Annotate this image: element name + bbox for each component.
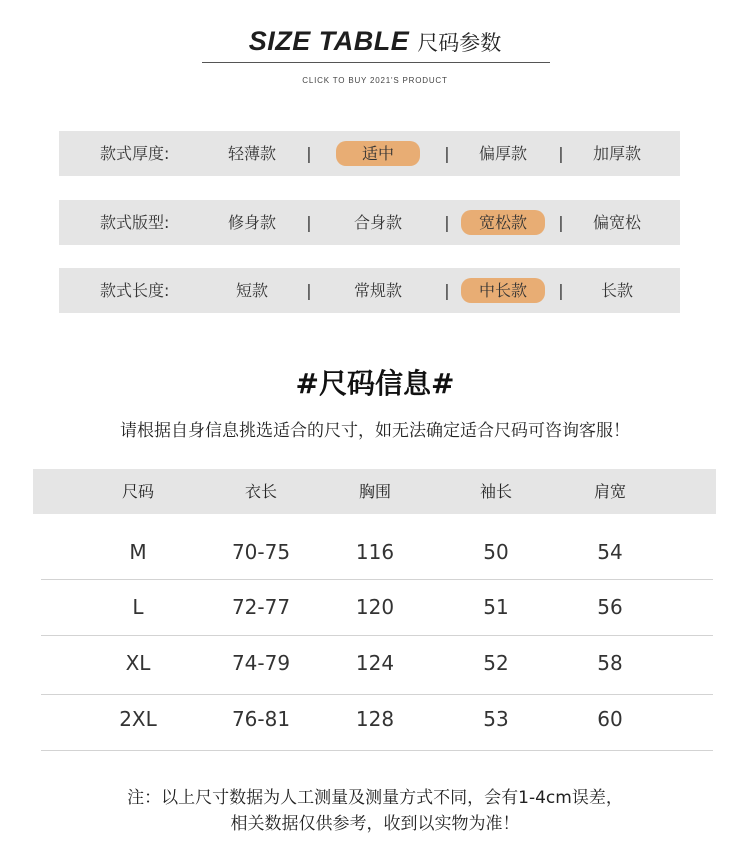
table-row-divider	[41, 635, 713, 636]
attribute-option[interactable]	[209, 200, 295, 245]
attribute-option-selected[interactable]	[460, 268, 546, 313]
table-header-cell: 尺码	[121, 482, 154, 501]
attribute-label: 款式长度:	[100, 281, 170, 300]
table-cell: 50	[483, 540, 509, 564]
attribute-option-label: 合身款	[353, 213, 402, 232]
attribute-option-label: 偏厚款	[478, 144, 527, 163]
attribute-label: 款式版型:	[100, 213, 170, 232]
attribute-row	[59, 200, 680, 245]
attribute-row	[59, 131, 680, 176]
attribute-option[interactable]	[574, 131, 660, 176]
title-divider	[202, 62, 550, 63]
attribute-option-label: 中长款	[478, 281, 527, 300]
size-info-description: 请根据自身信息挑选适合的尺寸，如无法确定适合尺码可咨询客服！	[120, 421, 630, 441]
option-separator: |	[444, 213, 450, 232]
table-cell: 70-75	[231, 540, 291, 564]
table-cell: M	[129, 540, 147, 564]
attribute-label: 款式厚度:	[100, 144, 170, 163]
attribute-option-label: 轻薄款	[227, 144, 276, 163]
table-cell: 51	[483, 595, 509, 619]
table-cell: 76-81	[231, 707, 291, 731]
size-table-title	[0, 26, 750, 57]
title-en: SIZE TABLE	[248, 26, 410, 56]
attribute-option[interactable]	[335, 268, 421, 313]
attribute-option-label: 修身款	[227, 213, 276, 232]
table-header-cell: 胸围	[358, 482, 391, 501]
table-cell: 124	[355, 651, 395, 675]
attribute-option-label: 偏宽松	[592, 213, 641, 232]
attribute-option-selected[interactable]	[335, 131, 421, 176]
table-cell: 72-77	[231, 595, 291, 619]
table-cell: L	[132, 595, 144, 619]
measurement-note-line1: 注：以上尺寸数据为人工测量及测量方式不同，会有1-4cm误差，	[127, 788, 623, 808]
attribute-option-label: 短款	[235, 281, 268, 300]
table-cell: 53	[483, 707, 509, 731]
option-separator: |	[558, 144, 564, 163]
table-header-cell: 肩宽	[593, 482, 626, 501]
table-cell: 116	[355, 540, 395, 564]
table-row-divider	[41, 750, 713, 751]
attribute-option-label: 常规款	[353, 281, 402, 300]
option-separator: |	[306, 281, 312, 300]
attribute-option[interactable]	[335, 200, 421, 245]
attribute-row	[59, 268, 680, 313]
table-cell: 56	[597, 595, 623, 619]
option-separator: |	[444, 144, 450, 163]
table-cell: 58	[597, 651, 623, 675]
size-info-title: #尺码信息#	[295, 367, 455, 400]
size-table-header	[33, 469, 716, 514]
table-cell: 128	[355, 707, 395, 731]
attribute-option-label: 加厚款	[592, 144, 641, 163]
table-cell: 52	[483, 651, 509, 675]
attribute-option[interactable]	[460, 131, 546, 176]
table-row-divider	[41, 694, 713, 695]
attribute-option[interactable]	[209, 131, 295, 176]
table-header-cell: 袖长	[479, 482, 512, 501]
measurement-note-line2: 相关数据仅供参考，收到以实物为准！	[230, 814, 520, 834]
option-separator: |	[306, 213, 312, 232]
table-cell: 60	[597, 707, 623, 731]
option-separator: |	[558, 213, 564, 232]
attribute-option-label: 适中	[361, 144, 394, 163]
option-separator: |	[306, 144, 312, 163]
attribute-option-label: 宽松款	[478, 213, 527, 232]
table-cell: 2XL	[119, 707, 157, 731]
buy-subtitle[interactable]: CLICK TO BUY 2021'S PRODUCT	[302, 76, 448, 85]
option-separator: |	[444, 281, 450, 300]
attribute-option-selected[interactable]	[460, 200, 546, 245]
attribute-option-label: 长款	[600, 281, 633, 300]
table-cell: 74-79	[231, 651, 291, 675]
option-separator: |	[558, 281, 564, 300]
table-header-cell: 衣长	[244, 482, 277, 501]
title-cn: 尺码参数	[417, 31, 502, 55]
attribute-option[interactable]	[574, 200, 660, 245]
attribute-option[interactable]	[209, 268, 295, 313]
table-cell: 120	[355, 595, 395, 619]
table-row-divider	[41, 579, 713, 580]
attribute-option[interactable]	[574, 268, 660, 313]
table-cell: XL	[125, 651, 151, 675]
table-cell: 54	[597, 540, 623, 564]
